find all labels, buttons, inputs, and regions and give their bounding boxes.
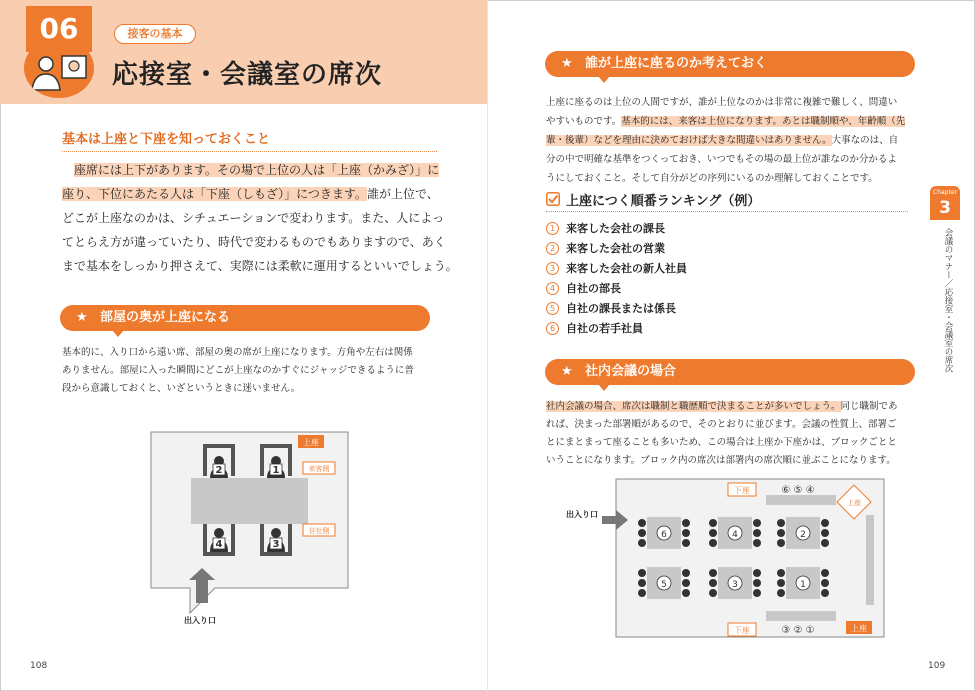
guest-side-label: 来客側: [308, 465, 330, 473]
reception-room-diagram: [140, 428, 380, 628]
checkbox-icon: [546, 192, 560, 206]
text-line: 社内会議の場合、席次は職制と職歴順で決まることが多いでしょう。同じ職制であ: [546, 401, 898, 412]
upper-seat-label-rotated: 上座: [847, 499, 861, 507]
block-4: [709, 517, 761, 549]
section-heading-bar: [545, 51, 915, 77]
page-gutter: [487, 0, 488, 691]
section-body-basics: [62, 158, 458, 278]
ranking-item: 4 自社の部長: [546, 280, 621, 296]
dotted-divider: [546, 211, 908, 212]
ranking-item: 1 来客した会社の課長: [546, 220, 665, 236]
ranking-item: 3 来客した会社の新人社員: [546, 260, 687, 276]
lower-seat-label: 下座: [734, 486, 750, 495]
text-line: まで基本をしっかり押さえて、実際には柔軟に運用するといいでしょう。: [62, 259, 458, 273]
seat-number-1: 1: [272, 465, 280, 476]
section-heading-who: 誰が上座に座るのか考えておく: [585, 56, 768, 71]
ranking-heading: 上座につく順番ランキング（例）: [566, 194, 761, 209]
chapter-label: Chapter: [933, 189, 957, 196]
section-body-room: [62, 344, 442, 398]
text-line: 上座に座るのは上位の人間ですが、誰が上位なのかは非常に複雑で難しく、問違い: [546, 97, 898, 108]
top-row-order: ⑥ ⑤ ④: [781, 485, 815, 496]
section-heading-bar: [545, 359, 915, 385]
lower-seat-label: 下座: [734, 626, 750, 635]
article-number-badge: 06: [26, 6, 92, 52]
section-heading-bar: [60, 305, 430, 331]
text-line: うにしておくこと。そして自分がどの序列にいるのか理解しておくことです。: [546, 173, 878, 184]
ranking-item: 6 自社の若手社員: [546, 320, 643, 336]
rank-number: 6: [546, 322, 559, 335]
conference-room-diagram: [560, 475, 890, 640]
rank-number: 4: [546, 282, 559, 295]
text-line: 分の中で明確な基準をつくっておき、いつでもその場の最上位が誰なのか分かるよ: [546, 154, 897, 165]
text-line: 基本的に、入り口から遠い席、部屋の奥の席が上座になります。方角や左右は関係: [62, 347, 413, 358]
section-body-internal: [546, 398, 926, 470]
text-line: れば、決まった部署順があるので、そのとおりに並びます。会議の性質上、部署ご: [546, 419, 897, 430]
block-3: [709, 567, 761, 599]
chapter-tab-text: 会議のマナー／応接室・会議室の席次: [943, 228, 953, 373]
block-6: [638, 517, 690, 549]
entrance-label: 出入り口: [566, 510, 598, 519]
svg-text:2: 2: [800, 530, 806, 540]
chapter-tab: [930, 186, 960, 220]
own-side-label: 自社側: [308, 527, 330, 535]
page-title: 応接室・会議室の席次: [112, 60, 383, 90]
block-1: [777, 567, 829, 599]
text-line: どこが上座なのかは、シチュエーションで変わります。また、人によっ: [62, 211, 445, 225]
upper-seat-label: 上座: [303, 438, 319, 447]
text-line: てとらえ方が違っていたり、時代で変わるものでもありますので、あく: [62, 235, 446, 249]
block-2: [777, 517, 829, 549]
section-heading-basics: 基本は上座と下座を知っておくこと: [62, 132, 271, 147]
bar-pointer: [112, 330, 124, 337]
dotted-divider: [62, 151, 437, 152]
text-line: やすいものです。基本的には、来客は上位になります。あとは職制順や、年齢順（先: [546, 116, 906, 127]
star-icon: ★: [561, 364, 573, 379]
svg-text:6: 6: [661, 530, 667, 540]
entrance-label: 出入り口: [184, 616, 216, 625]
rank-number: 2: [546, 242, 559, 255]
block-5: [638, 567, 690, 599]
bottom-row-order: ③ ② ①: [781, 625, 815, 636]
star-icon: ★: [76, 310, 88, 325]
page-number-right: 109: [928, 661, 946, 671]
text-line: とにまとまって座ることも多いため、この場合は上座か下座かは、ブロックごとと: [546, 437, 897, 448]
text-line: 段から意識しておくと、いざというときに迷いません。: [62, 383, 301, 394]
svg-text:1: 1: [800, 580, 806, 590]
upper-seat-label: 上座: [851, 624, 867, 633]
ranking-item: 5 自社の課長または係長: [546, 300, 676, 316]
category-label: 接客の基本: [114, 24, 196, 44]
star-icon: ★: [561, 56, 573, 71]
bar-pointer: [598, 76, 610, 83]
section-heading-internal: 社内会議の場合: [585, 364, 677, 379]
text-line: 輩・後輩）などを理由に決めておけば大きな間違いはありません。大事なのは、自: [546, 135, 899, 146]
section-body-who: [546, 93, 926, 188]
section-heading-room: 部屋の奥が上座になる: [100, 310, 231, 325]
rank-number: 1: [546, 222, 559, 235]
bar-pointer: [598, 384, 610, 391]
seat-number-4: 4: [215, 539, 223, 550]
text-line: 座り、下位にあたる人は「下座（しもざ）」につきます。誰が上位で、: [62, 187, 439, 201]
rank-number: 5: [546, 302, 559, 315]
text-line: 座席には上下があります。その場で上位の人は「上座（かみざ）」に: [74, 163, 440, 177]
ranking-item: 2 来客した会社の営業: [546, 240, 665, 256]
text-line: いうことになります。ブロック内の席次は部署内の席次順に並ぶことになります。: [546, 455, 896, 466]
seat-number-3: 3: [272, 539, 280, 550]
seat-number-2: 2: [215, 465, 223, 476]
rank-number: 3: [546, 262, 559, 275]
svg-text:4: 4: [732, 530, 738, 540]
chapter-number: 3: [939, 198, 951, 218]
text-line: ありません。部屋に入った瞬間にどこが上座なのかすぐにジャッジできるように普: [62, 365, 414, 376]
svg-text:5: 5: [661, 580, 667, 590]
svg-text:3: 3: [732, 580, 738, 590]
page-number-left: 108: [30, 661, 48, 671]
